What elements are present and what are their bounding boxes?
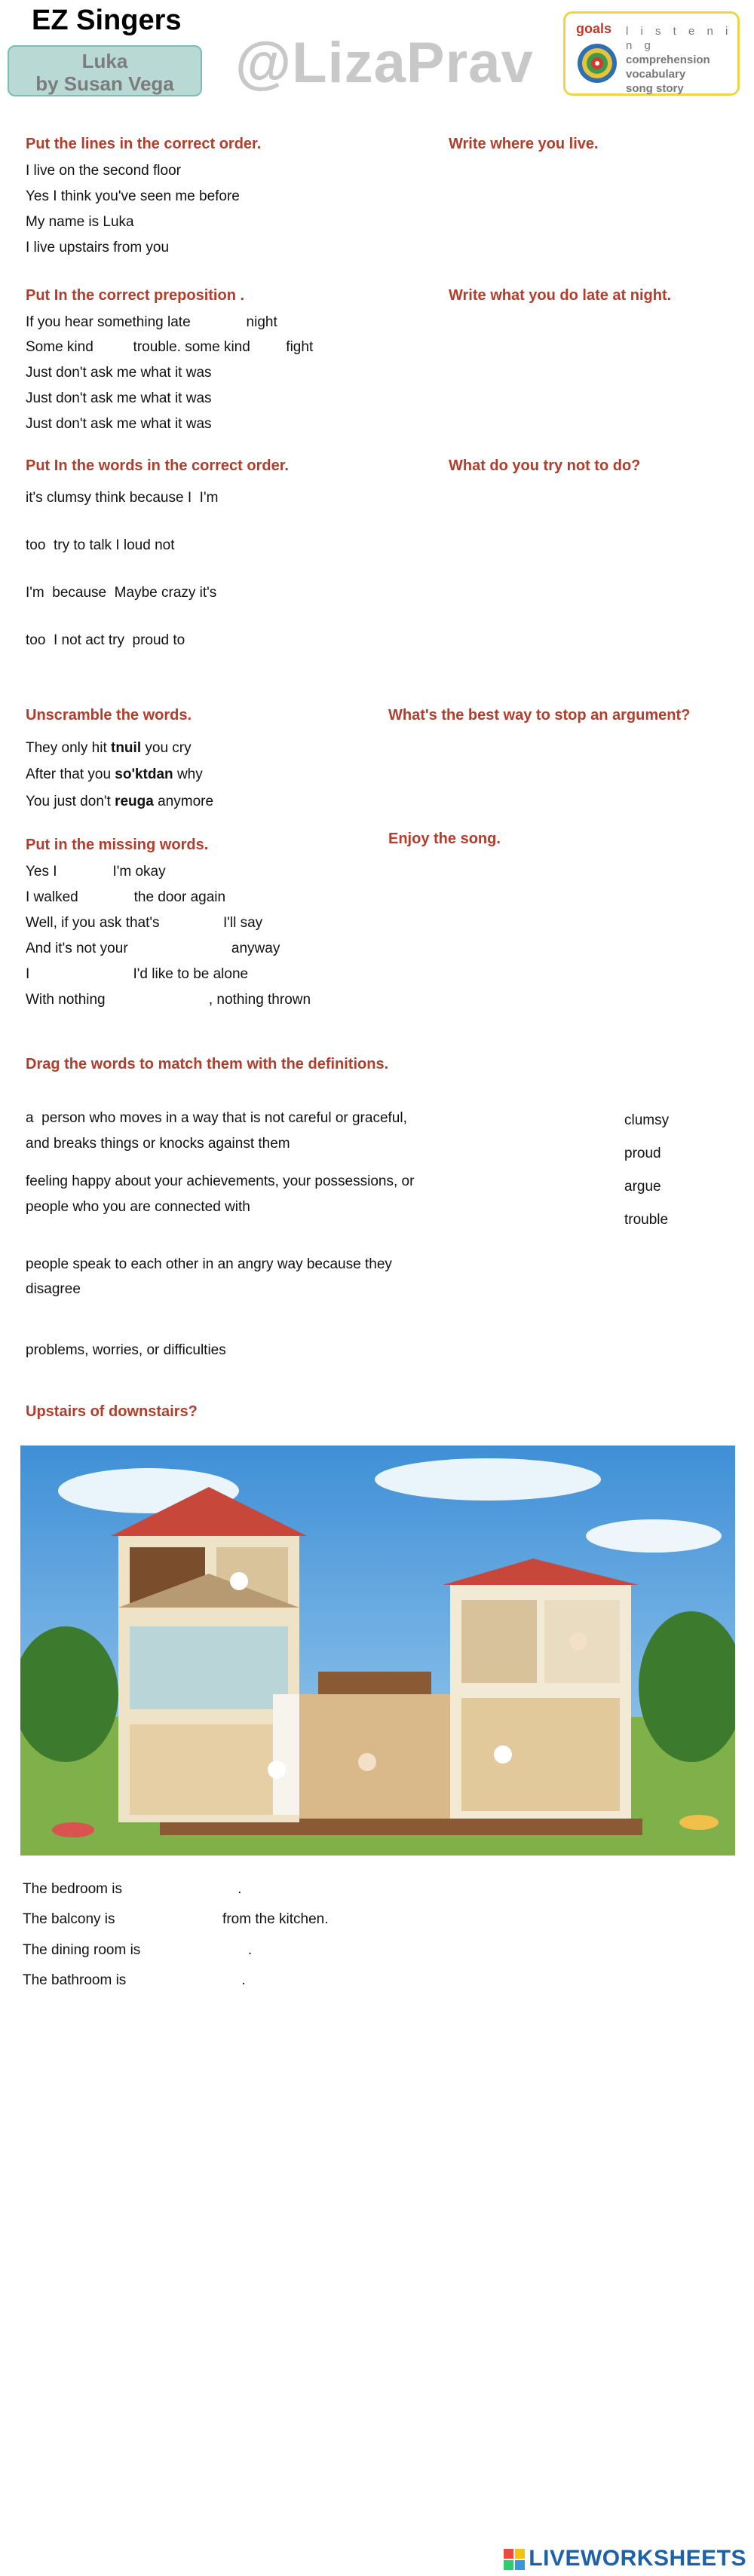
lyric-line: Just don't ask me what it was xyxy=(26,416,212,432)
goals-label: goals xyxy=(576,21,612,36)
definition-text: disagree xyxy=(26,1281,81,1297)
section-heading: What's the best way to stop an argument? xyxy=(388,707,691,724)
target-icon xyxy=(576,42,618,84)
draggable-line[interactable]: I live on the second floor xyxy=(26,163,181,179)
definition-text: a person who moves in a way that is not careful or graceful, xyxy=(26,1110,407,1126)
song-artist: by Susan Vega xyxy=(35,72,174,95)
dollhouse-image xyxy=(20,1446,735,1856)
draggable-word[interactable]: proud xyxy=(624,1146,661,1161)
goal-item: comprehension xyxy=(626,54,710,66)
section-heading: Put the lines in the correct order. xyxy=(26,136,262,152)
goals-list xyxy=(626,24,737,96)
scrambled-word: so'ktdan xyxy=(115,766,173,782)
section-heading: Enjoy the song. xyxy=(388,831,501,847)
word-order-line[interactable]: I'm because Maybe crazy it's xyxy=(26,585,217,601)
draggable-word[interactable]: trouble xyxy=(624,1212,669,1228)
definition-text: feeling happy about your achievements, your possessions, or xyxy=(26,1173,415,1189)
liveworksheets-brand[interactable] xyxy=(503,2546,746,2571)
section-heading: What do you try not to do? xyxy=(449,457,641,474)
lyric-line: Just don't ask me what it was xyxy=(26,365,212,381)
section-heading: Write what you do late at night. xyxy=(449,287,672,304)
worksheet-title: EZ Singers xyxy=(32,5,182,36)
word-order-line[interactable]: too I not act try proud to xyxy=(26,632,185,648)
lyric-line: If you hear something late night xyxy=(26,314,277,330)
fill-in-line[interactable]: The balcony is from the kitchen. xyxy=(23,1911,329,1927)
draggable-word[interactable]: clumsy xyxy=(624,1112,670,1128)
word-order-line[interactable]: too try to talk I loud not xyxy=(26,537,175,553)
scrambled-word: tnuil xyxy=(111,740,142,756)
lyric-line: Well, if you ask that's I'll say xyxy=(26,915,263,931)
definition-text: people who you are connected with xyxy=(26,1199,250,1215)
liveworksheets-logo-icon xyxy=(503,2548,526,2571)
fill-in-line[interactable]: The bedroom is . xyxy=(23,1881,242,1897)
lyric-line: I walked the door again xyxy=(26,889,226,905)
definition-text: and breaks things or knocks against them xyxy=(26,1136,290,1152)
lyric-line: I I'd like to be alone xyxy=(26,966,249,982)
goal-item: l i s t e n i n g xyxy=(626,25,733,52)
song-title-box xyxy=(8,45,202,96)
lyric-line: Just don't ask me what it was xyxy=(26,390,212,406)
section-heading: Write where you live. xyxy=(449,136,599,152)
section-heading: Put in the missing words. xyxy=(26,837,209,853)
lyric-line: With nothing , nothing thrown xyxy=(26,992,311,1008)
brand-name: LIVEWORKSHEETS xyxy=(529,2546,746,2571)
draggable-word[interactable]: argue xyxy=(624,1179,661,1195)
fill-in-line[interactable]: The bathroom is . xyxy=(23,1972,246,1988)
lyric-line: After that you so'ktdan why xyxy=(26,766,203,782)
draggable-line[interactable]: Yes I think you've seen me before xyxy=(26,188,240,204)
author-watermark: @LizaPrav xyxy=(235,31,534,95)
lyric-line: You just don't reuga anymore xyxy=(26,794,214,809)
word-order-line[interactable]: it's clumsy think because I I'm xyxy=(26,490,219,506)
goal-item: vocabulary xyxy=(626,68,686,81)
section-heading: Upstairs of downstairs? xyxy=(26,1403,198,1420)
section-heading: Put In the correct preposition . xyxy=(26,287,245,304)
lyric-line: They only hit tnuil you cry xyxy=(26,740,192,756)
lyric-line: Some kind trouble. some kind fight xyxy=(26,339,314,355)
section-heading: Put In the words in the correct order. xyxy=(26,457,289,474)
song-name: Luka xyxy=(81,50,128,72)
section-heading: Unscramble the words. xyxy=(26,707,192,724)
definition-text: people speak to each other in an angry way because they xyxy=(26,1256,392,1272)
fill-in-line[interactable]: The dining room is . xyxy=(23,1942,253,1958)
section-heading: Drag the words to match them with the definitions. xyxy=(26,1056,389,1072)
definition-text: problems, worries, or difficulties xyxy=(26,1342,226,1358)
scrambled-word: reuga xyxy=(115,794,154,809)
draggable-line[interactable]: My name is Luka xyxy=(26,214,134,230)
goals-box xyxy=(563,11,740,96)
draggable-line[interactable]: I live upstairs from you xyxy=(26,240,170,255)
goal-item: song story xyxy=(626,82,684,95)
lyric-line: And it's not your anyway xyxy=(26,941,280,956)
lyric-line: Yes I I'm okay xyxy=(26,864,166,880)
